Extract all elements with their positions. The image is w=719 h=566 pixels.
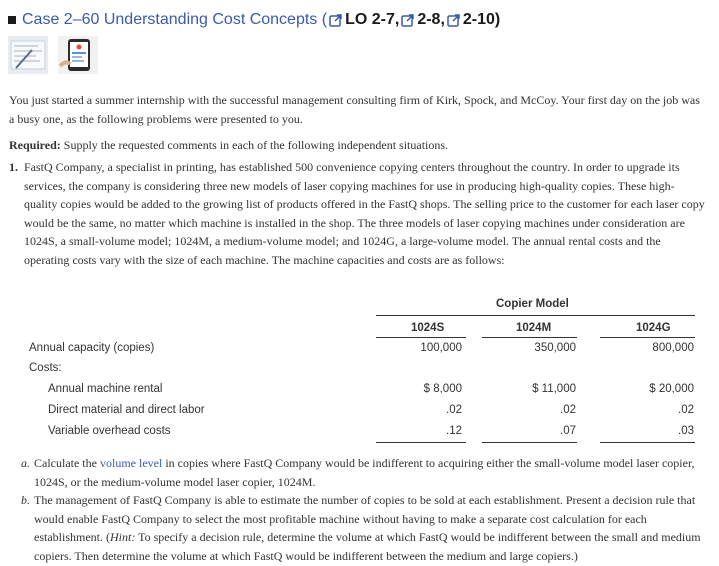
external-link-icon	[401, 13, 415, 27]
part-b	[9, 491, 707, 565]
tablet-thumbnail-icon[interactable]	[58, 36, 98, 74]
column-header-1024s: 1024S	[411, 322, 445, 334]
group-header: Copier Model	[496, 298, 569, 310]
lo-link[interactable]	[399, 11, 445, 29]
intro-paragraph: You just started a summer internship with the successful management consulting firm of Kirk, Spock, and McCoy. Your first day on the job was a busy one, as the following problems were presented to you.	[9, 93, 700, 126]
cell-value: $ 20,000	[649, 383, 694, 395]
lo-prefix: LO	[345, 11, 368, 28]
hint-label: Hint:	[109, 530, 136, 544]
part-b-text-start: The management of FastQ Company is able to estimate the number of copies to be sold at each establishment. Present a decision rule that would enable FastQ Company to select the most profitable machine without having to make a separate cost calculation for each establishment. (	[34, 493, 696, 544]
column-header-1024g: 1024G	[636, 322, 671, 334]
part-a	[9, 454, 707, 491]
external-link-icon	[447, 13, 461, 27]
cell-value: $ 11,000	[532, 383, 576, 395]
row-label: Variable overhead costs	[48, 425, 171, 437]
total-rule-1024m	[482, 442, 577, 443]
bullet-square-icon	[8, 16, 16, 24]
row-label: Annual capacity (copies)	[29, 342, 155, 354]
lo-link[interactable]	[327, 11, 399, 29]
question-text: FastQ Company, a specialist in printing, has established 500 convenience copying centers throughout the country. In order to upgrade its services, the company is considering three new models of laser copying machines for use in producing high-quality copies. These high-quality copies would be added to the growing list of products offered in the FastQ shops. The selling price to the customer for each laser copy would be the same, no matter which machine is installed in the shop. The three models of laser copying machines under consideration are 1024S, a small-volume model; 1024M, a medium-volume model; and 1024G, a large-volume model. The annual rental costs and the operating costs vary with the size of each machine. The machine capacities and costs are as follows:	[24, 160, 705, 267]
lo-item-3: 2-10)	[462, 11, 501, 28]
column-rule-1024m	[482, 337, 577, 338]
question-number: 1.	[9, 160, 18, 174]
part-label: b.	[21, 493, 30, 507]
required-paragraph	[9, 136, 707, 155]
required-label: Required:	[9, 138, 61, 152]
part-a-text-start: Calculate the	[34, 456, 100, 470]
row-label: Annual machine rental	[48, 383, 163, 395]
group-header-rule	[376, 315, 695, 316]
cell-value: .02	[560, 404, 576, 416]
question-1	[9, 158, 707, 269]
row-label: Direct material and direct labor	[48, 404, 205, 416]
part-a-text	[9, 454, 707, 491]
cell-value: .07	[560, 425, 576, 437]
column-rule-1024g	[600, 337, 695, 338]
column-rule-1024s	[376, 337, 466, 338]
lo-item-2: 2-8,	[417, 11, 445, 28]
cost-table	[0, 296, 719, 444]
cell-value: .03	[678, 425, 694, 437]
part-a-text-end: in copies where FastQ Company would be indifferent to acquiring either the small-volume model laser copier, 1024S, or the medium-volume model laser copier, 1024M.	[34, 456, 695, 489]
cell-value: $ 8,000	[423, 383, 462, 395]
worksheet-thumbnail-icon[interactable]	[8, 36, 48, 74]
lo-link[interactable]	[445, 11, 500, 29]
cell-value: .02	[678, 404, 694, 416]
column-header-1024m: 1024M	[516, 322, 552, 334]
open-paren: (	[321, 11, 328, 28]
case-heading: Understanding Cost Concepts	[103, 11, 318, 28]
required-text: Supply the requested comments in each of the following independent situations.	[63, 138, 449, 152]
case-title	[8, 9, 500, 31]
cell-value: 800,000	[652, 342, 694, 354]
cell-value: .02	[446, 404, 462, 416]
case-number: Case 2–60	[22, 11, 100, 28]
total-rule-1024g	[600, 442, 695, 443]
row-label: Costs:	[29, 362, 62, 374]
external-link-icon	[329, 13, 343, 27]
part-label: a.	[21, 456, 30, 470]
volume-level-link[interactable]: volume level	[99, 456, 163, 470]
cell-value: 100,000	[420, 342, 462, 354]
total-rule-1024s	[376, 442, 466, 443]
part-b-text	[9, 491, 707, 565]
part-b-text-end: To specify a decision rule, determine the volume at which FastQ would be indifferent between the small and medium copiers. Then determine the volume at which FastQ would be indifferent between the medium and large copiers.)	[34, 530, 701, 563]
cell-value: .12	[446, 425, 462, 437]
lo-item-1: 2-7,	[371, 11, 400, 28]
resource-thumbnails	[8, 36, 98, 74]
cell-value: 350,000	[534, 342, 576, 354]
